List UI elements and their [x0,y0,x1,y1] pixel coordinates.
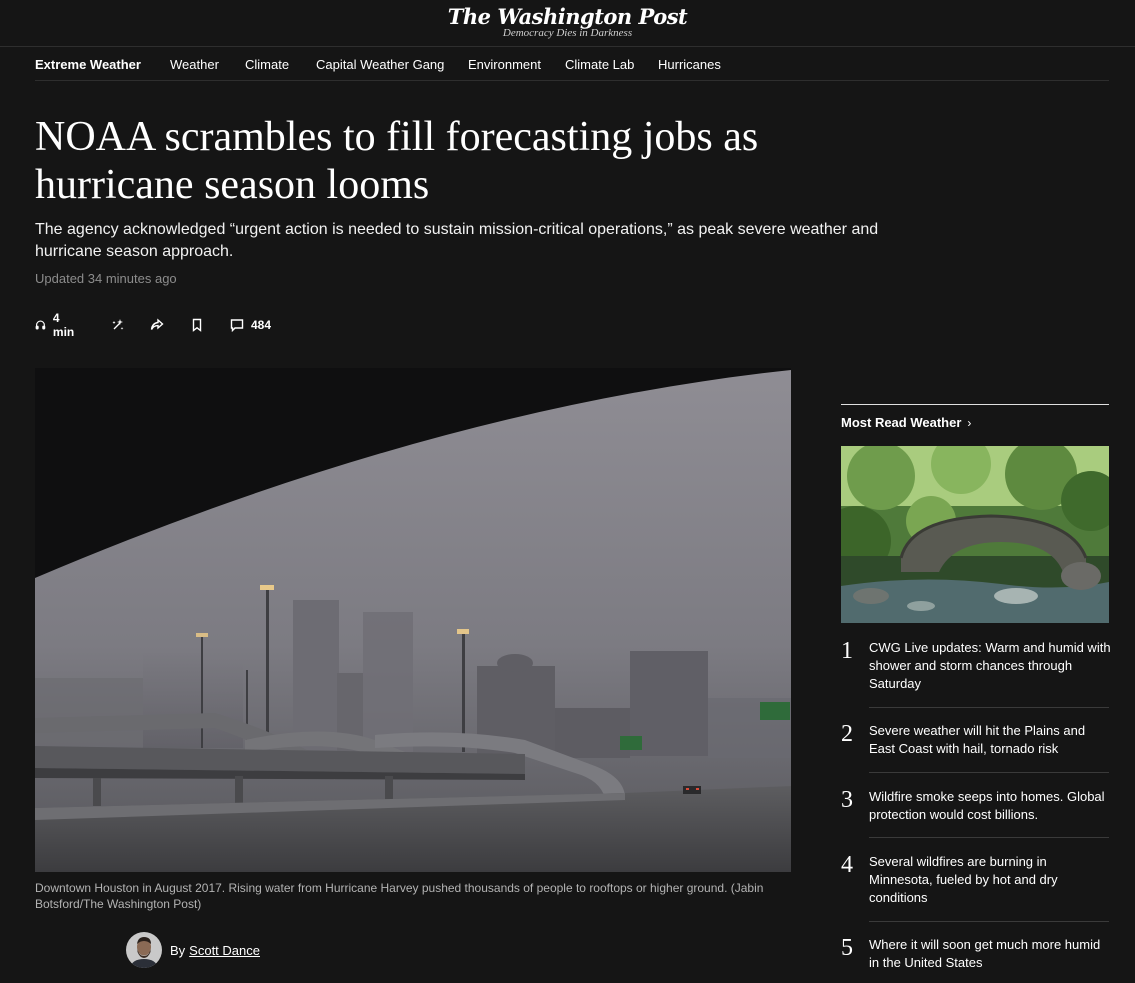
most-read-image[interactable] [841,446,1109,623]
author-avatar[interactable] [126,932,162,968]
most-read-item[interactable] [841,935,1109,975]
most-read-title: Severe weather will hit the Plains and East Coast with hail, tornado risk [869,723,1086,756]
most-read-item[interactable] [841,787,1109,827]
summary-button[interactable] [111,316,125,334]
most-read-rank: 2 [841,721,853,747]
divider [869,837,1109,838]
tagline: Democracy Dies in Darkness [502,27,633,39]
most-read-rank: 3 [841,787,853,813]
most-read-rank: 5 [841,935,853,961]
nav-weather[interactable]: Weather [170,57,219,72]
nav-capital-weather-gang[interactable]: Capital Weather Gang [316,57,445,72]
updated-timestamp: Updated 34 minutes ago [35,271,177,286]
nav-hurricanes[interactable]: Hurricanes [658,57,721,72]
nav-extreme-weather[interactable]: Extreme Weather [35,57,141,72]
most-read-rank: 1 [841,638,853,664]
headphones-icon [35,318,46,332]
most-read-title: Where it will soon get much more humid in the United States [869,937,1101,970]
most-read-heading[interactable] [841,415,971,430]
nav-environment[interactable]: Environment [468,57,541,72]
author-link[interactable]: Scott Dance [189,942,260,958]
article-headline: NOAA scrambles to fill forecasting jobs as hurricane season looms [35,114,759,208]
chevron-right-icon: › [967,416,972,430]
divider [869,921,1109,922]
comment-icon [230,318,244,332]
hero-caption: Downtown Houston in August 2017. Rising water from Hurricane Harvey pushed thousands of people to rooftops or higher ground. (Jabin Botsford/The Washington Post) [35,881,764,911]
most-read-title: Most Read Weather [841,415,962,430]
byline [126,932,260,968]
byline-prefix: By [170,942,186,958]
bookmark-icon [190,318,204,332]
masthead [0,0,1135,47]
share-icon [150,318,164,332]
washington-post-logo[interactable]: The Washington Post [447,4,688,29]
most-read-item[interactable] [841,638,1109,694]
divider [869,772,1109,773]
article-dek: The agency acknowledged “urgent action is needed to sustain mission-critical operations,” as peak severe weather and hurricane season approach. [35,221,879,260]
most-read-item[interactable] [841,721,1109,761]
sparkle-icon [111,318,125,332]
section-nav [35,47,1109,81]
most-read-rank: 4 [841,852,853,878]
most-read-item[interactable] [841,852,1109,908]
divider [869,707,1109,708]
listen-button[interactable] [35,311,77,339]
comments-count: 484 [251,318,272,332]
save-button[interactable] [190,316,204,334]
most-read-title: CWG Live updates: Warm and humid with shower and storm chances through Saturday [869,640,1111,691]
hero-image [35,368,791,872]
most-read-sidebar [841,404,1111,970]
most-read-title: Several wildfires are burning in Minnesota, fueled by hot and dry conditions [869,854,1058,905]
nav-climate[interactable]: Climate [245,57,290,72]
nav-climate-lab[interactable]: Climate Lab [565,57,635,72]
most-read-title: Wildfire smoke seeps into homes. Global protection would cost billions. [869,789,1105,822]
comments-button[interactable] [230,316,271,334]
listen-duration: 4 min [52,311,75,339]
share-button[interactable] [150,316,164,334]
